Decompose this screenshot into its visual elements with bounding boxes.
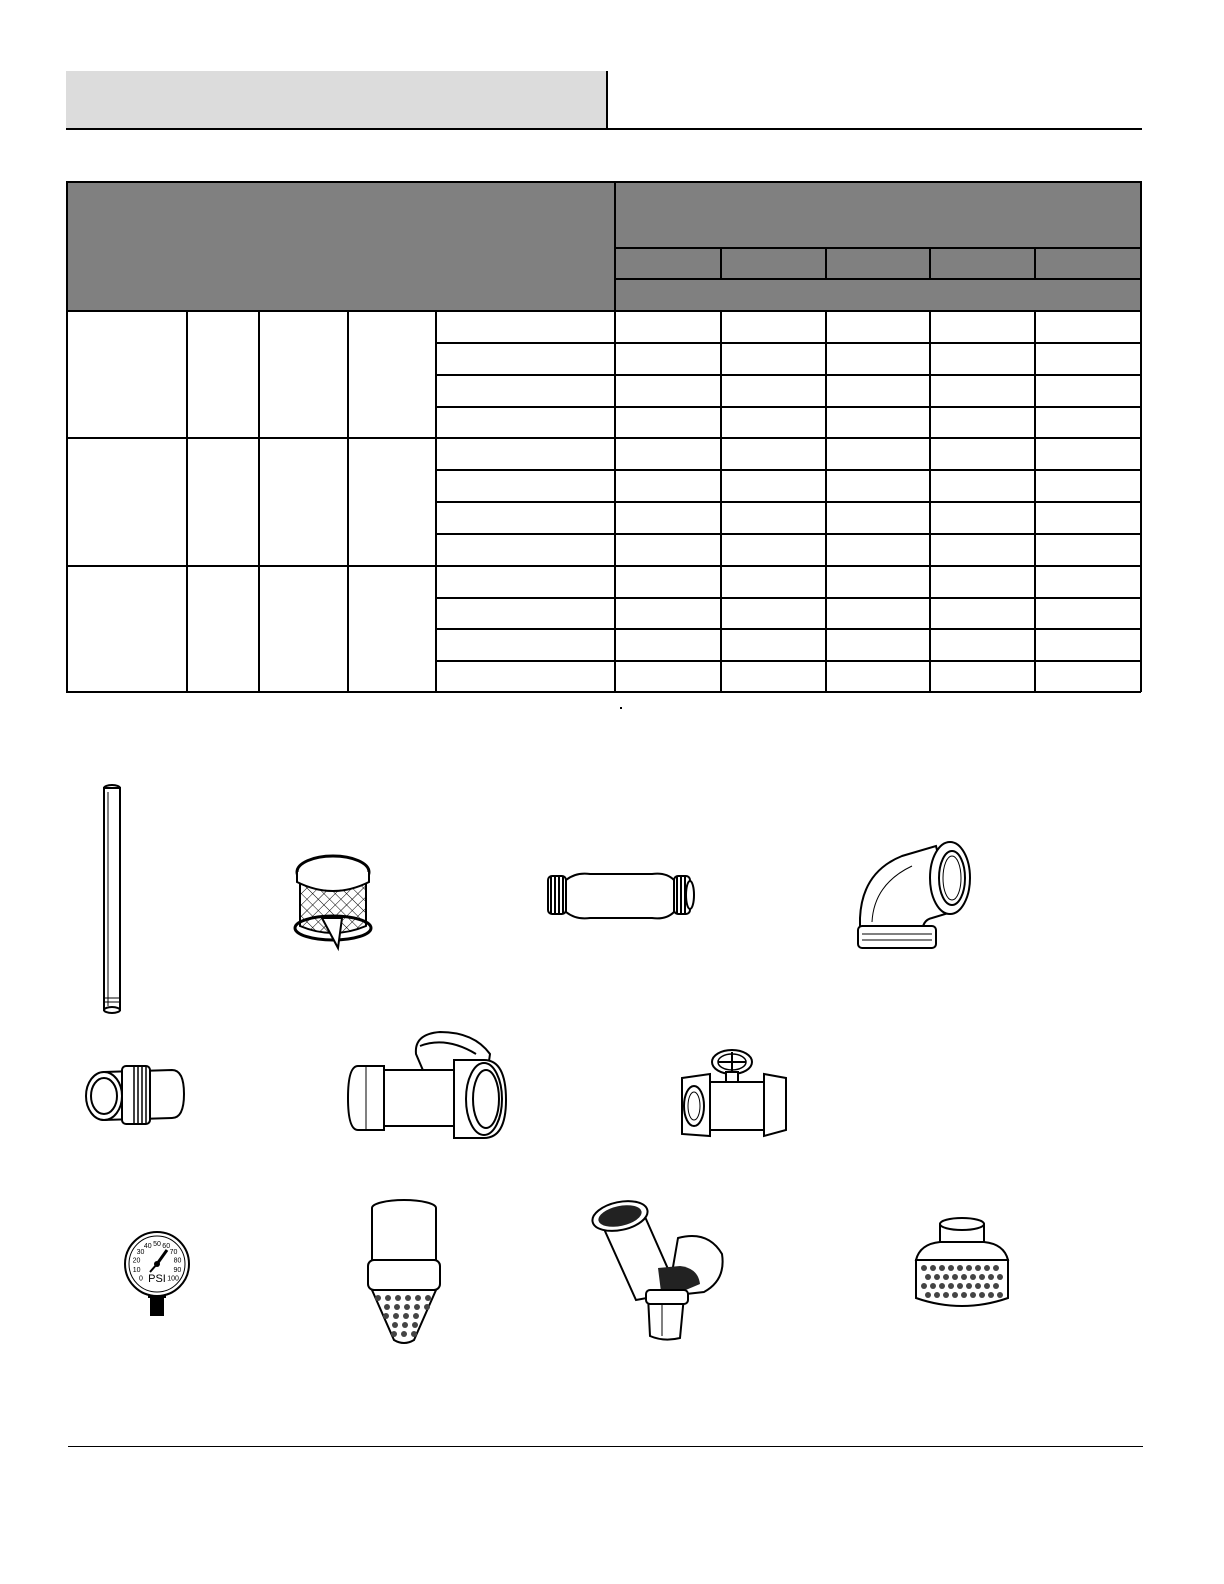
perforation-hole — [979, 1274, 985, 1280]
perforation-hole — [952, 1292, 958, 1298]
gauge-tick-label: 40 — [143, 1243, 152, 1251]
gauge-tick-label: 90 — [173, 1267, 182, 1275]
perforation-hole — [425, 1295, 431, 1301]
gate-valve-icon — [676, 1044, 794, 1144]
perforation-hole — [975, 1265, 981, 1271]
table-header-cell — [258, 181, 347, 310]
column-divider — [186, 310, 188, 692]
perforation-hole — [939, 1265, 945, 1271]
perforation-hole — [997, 1274, 1003, 1280]
perforation-hole — [966, 1283, 972, 1289]
perforation-hole — [943, 1292, 949, 1298]
table-group-label — [68, 437, 184, 564]
gauge-tick-label: 0 — [138, 1275, 143, 1283]
table-row-label — [437, 374, 612, 406]
table-border-top — [66, 181, 1141, 183]
perforation-hole — [943, 1274, 949, 1280]
table-header-cell — [66, 181, 186, 310]
gauge-unit-label: PSI — [148, 1273, 166, 1285]
table-header-cell — [435, 181, 614, 310]
table-subheader-cell — [825, 249, 929, 277]
subheader-divider — [825, 247, 827, 278]
elbow-fitting-icon — [852, 838, 976, 954]
perforation-hole — [412, 1322, 418, 1328]
subheader-line — [614, 278, 1141, 280]
perforation-hole — [961, 1292, 967, 1298]
table-subheader-note — [614, 279, 1141, 309]
table-group-label — [68, 565, 184, 692]
perforation-hole — [405, 1295, 411, 1301]
suction-strainer-icon — [366, 1198, 442, 1346]
gauge-tick-label: 100 — [167, 1275, 179, 1283]
table-row-label — [437, 628, 612, 660]
perforation-hole — [984, 1283, 990, 1289]
perforation-hole — [993, 1283, 999, 1289]
table-header-cell — [347, 181, 435, 310]
gauge-tick-label: 30 — [136, 1249, 145, 1257]
table-subheader-cell — [1034, 249, 1141, 277]
table-subheader-cell — [720, 249, 825, 277]
perforation-hole — [391, 1331, 397, 1337]
table-subheader-cell — [614, 249, 720, 277]
table-row-label — [437, 469, 612, 501]
table-header-cell — [186, 181, 258, 310]
perforation-hole — [988, 1274, 994, 1280]
perforation-hole — [403, 1313, 409, 1319]
perforation-hole — [966, 1265, 972, 1271]
column-divider — [258, 310, 260, 692]
table-group-label — [68, 310, 184, 437]
pipe-icon — [98, 784, 126, 1016]
perforation-hole — [925, 1274, 931, 1280]
perforation-hole — [402, 1322, 408, 1328]
perforation-hole — [383, 1313, 389, 1319]
header-rule — [66, 128, 1142, 130]
subheader-divider — [720, 247, 722, 278]
perforation-hole — [392, 1322, 398, 1328]
strainer-cap-icon — [912, 1214, 1012, 1314]
subheader-divider — [1034, 247, 1036, 278]
gauge-tick-label: 50 — [153, 1241, 161, 1248]
subheader-divider — [614, 181, 616, 310]
y-strainer-icon — [588, 1196, 728, 1342]
perforation-hole — [961, 1274, 967, 1280]
perforation-hole — [975, 1283, 981, 1289]
table-row-label — [437, 310, 612, 342]
perforation-hole — [414, 1304, 420, 1310]
table-row-label — [437, 406, 612, 438]
perforation-hole — [979, 1292, 985, 1298]
perforation-hole — [385, 1295, 391, 1301]
perforation-hole — [988, 1292, 994, 1298]
perforation-hole — [401, 1331, 407, 1337]
gauge-tick-label: 10 — [132, 1267, 141, 1275]
table-row-label — [437, 437, 612, 469]
perforation-hole — [948, 1265, 954, 1271]
perforation-hole — [424, 1304, 430, 1310]
gauge-tick-label: 20 — [132, 1257, 141, 1265]
subheader-line — [614, 247, 1141, 249]
table-header-cell — [614, 181, 1141, 247]
footer-rule — [68, 1446, 1143, 1447]
perforation-hole — [393, 1313, 399, 1319]
perforation-hole — [930, 1265, 936, 1271]
perforation-hole — [984, 1265, 990, 1271]
perforation-hole — [934, 1274, 940, 1280]
coupling-icon — [82, 1058, 190, 1128]
perforation-hole — [997, 1292, 1003, 1298]
perforation-hole — [970, 1274, 976, 1280]
table-row-label — [437, 597, 612, 629]
gauge-tick-label: 60 — [162, 1243, 171, 1251]
gauge-tick-label: 70 — [169, 1249, 178, 1257]
perforation-hole — [411, 1331, 417, 1337]
perforation-hole — [404, 1304, 410, 1310]
perforation-hole — [948, 1283, 954, 1289]
perforation-hole — [413, 1313, 419, 1319]
perforation-hole — [970, 1292, 976, 1298]
perforation-hole — [384, 1304, 390, 1310]
perforation-hole — [415, 1295, 421, 1301]
perforation-hole — [925, 1292, 931, 1298]
table-subheader-cell — [929, 249, 1034, 277]
table-row-label — [437, 501, 612, 533]
foot-valve-screen-icon — [290, 848, 376, 954]
perforation-hole — [921, 1283, 927, 1289]
perforation-hole — [921, 1265, 927, 1271]
perforation-hole — [952, 1274, 958, 1280]
pressure-gauge-icon — [120, 1228, 196, 1320]
perforation-hole — [993, 1265, 999, 1271]
perforation-hole — [395, 1295, 401, 1301]
table-row-label — [437, 660, 612, 692]
perforation-hole — [934, 1292, 940, 1298]
column-divider — [347, 310, 349, 692]
stray-dot — [620, 707, 622, 709]
tee-fitting-icon — [344, 1026, 510, 1142]
perforation-hole — [939, 1283, 945, 1289]
perforation-hole — [957, 1283, 963, 1289]
table-row-label — [437, 342, 612, 374]
gauge-tick-label: 80 — [173, 1257, 182, 1265]
perforation-hole — [375, 1295, 381, 1301]
subheader-divider — [929, 247, 931, 278]
perforation-hole — [394, 1304, 400, 1310]
perforation-hole — [930, 1283, 936, 1289]
header-title-block — [66, 71, 608, 129]
perforation-hole — [957, 1265, 963, 1271]
check-valve-icon — [540, 868, 696, 924]
specification-table — [66, 181, 1141, 692]
table-row-label — [437, 565, 612, 597]
table-row-label — [437, 533, 612, 565]
